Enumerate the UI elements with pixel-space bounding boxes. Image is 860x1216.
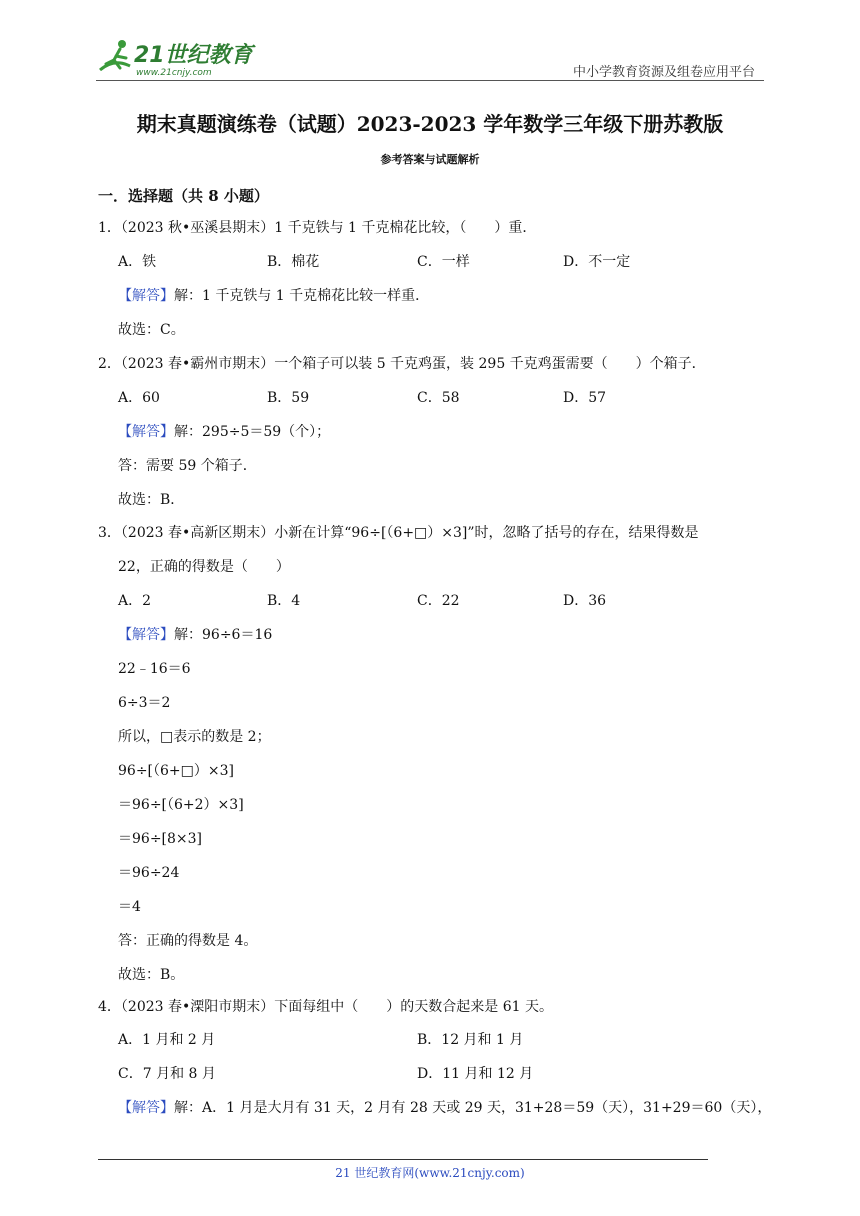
q4-option-c: C．7 月和 8 月 [118, 1066, 216, 1082]
q4-option-d: D．11 月和 12 月 [417, 1066, 534, 1082]
logo-text: 21世纪教育 [134, 43, 253, 68]
q1-option-b: B．棉花 [267, 254, 320, 270]
q2-option-a: A．60 [118, 390, 160, 406]
q3-option-a: A．2 [118, 593, 152, 609]
q2-stem: 2．（2023 春•霸州市期末）一个箱子可以装 5 千克鸡蛋，装 295 千克鸡蛋需要（ ）个箱子． [98, 356, 706, 372]
q4-option-a: A．1 月和 2 月 [118, 1032, 216, 1048]
q1-solution-text: 解：1 千克铁与 1 千克棉花比较一样重． [174, 288, 430, 304]
q2-solution [118, 422, 330, 442]
q3-step-4: 96÷[（6+□）×3] [118, 763, 234, 779]
q3-stem-line1: 3．（2023 春•高新区期末）小新在计算“96÷[（6+□）×3]”时，忽略了括号的存在，结果得数是 [98, 525, 699, 541]
q4-option-b: B．12 月和 1 月 [417, 1032, 524, 1048]
q4-solution-text: 解：A．1 月是大月有 31 天，2 月有 28 天或 29 天，31+28＝59（天），31+29＝60（天）， [174, 1100, 772, 1116]
answer-tag: 【解答】 [118, 288, 174, 304]
q2-option-d: D．57 [563, 390, 607, 406]
q2-solution-text: 解：295÷5＝59（个）； [174, 424, 331, 440]
logo [94, 36, 264, 80]
q3-step-6: ＝96÷[8×3] [118, 831, 203, 847]
footer-divider [98, 1159, 708, 1160]
q3-step-7: ＝96÷24 [118, 865, 180, 881]
q3-choice: 故选：B。 [118, 967, 185, 983]
q2-answer: 答：需要 59 个箱子． [118, 458, 257, 474]
page-title: 期末真题演练卷（试题）2023-2023 学年数学三年级下册苏教版 [136, 112, 724, 136]
answer-tag: 【解答】 [118, 1100, 174, 1116]
q3-step-5: ＝96÷[（6+2）×3] [118, 797, 244, 813]
q4-stem: 4．（2023 春•溧阳市期末）下面每组中（ ）的天数合起来是 61 天。 [98, 999, 553, 1015]
q3-solution [118, 625, 272, 645]
q1-option-d: D．不一定 [563, 254, 631, 270]
section-heading: 一．选择题（共 8 小题） [98, 187, 269, 205]
q3-step-2: 6÷3＝2 [118, 695, 171, 711]
header-divider [96, 80, 764, 81]
q2-option-b: B．59 [267, 390, 310, 406]
q1-option-a: A．铁 [118, 254, 157, 270]
answer-tag: 【解答】 [118, 627, 174, 643]
q1-choice: 故选：C。 [118, 322, 185, 338]
q3-step-3: 所以，□表示的数是 2； [118, 729, 271, 745]
q3-step-8: ＝4 [118, 899, 141, 915]
runner-logo-icon [94, 36, 264, 80]
q1-stem: 1．（2023 秋•巫溪县期末）1 千克铁与 1 千克棉花比较，（ ）重． [98, 220, 537, 236]
answer-tag: 【解答】 [118, 424, 174, 440]
q1-option-c: C．一样 [417, 254, 470, 270]
q3-option-d: D．36 [563, 593, 607, 609]
q4-solution [118, 1098, 771, 1118]
page-subtitle: 参考答案与试题解析 [380, 153, 480, 166]
q1-solution [118, 286, 429, 306]
q3-solution-text: 解：96÷6＝16 [174, 627, 273, 643]
q3-option-c: C．22 [417, 593, 460, 609]
q3-answer: 答：正确的得数是 4。 [118, 933, 258, 949]
q3-step-1: 22﹣16＝6 [118, 661, 191, 677]
q3-option-b: B．4 [267, 593, 301, 609]
platform-label: 中小学教育资源及组卷应用平台 [572, 65, 755, 80]
logo-url: www.21cnjy.com [136, 68, 212, 78]
footer-link[interactable]: 21 世纪教育网(www.21cnjy.com) [335, 1166, 525, 1180]
q3-stem-line2: 22，正确的得数是（ ） [118, 559, 290, 575]
q2-choice: 故选：B． [118, 492, 185, 508]
q2-option-c: C．58 [417, 390, 460, 406]
